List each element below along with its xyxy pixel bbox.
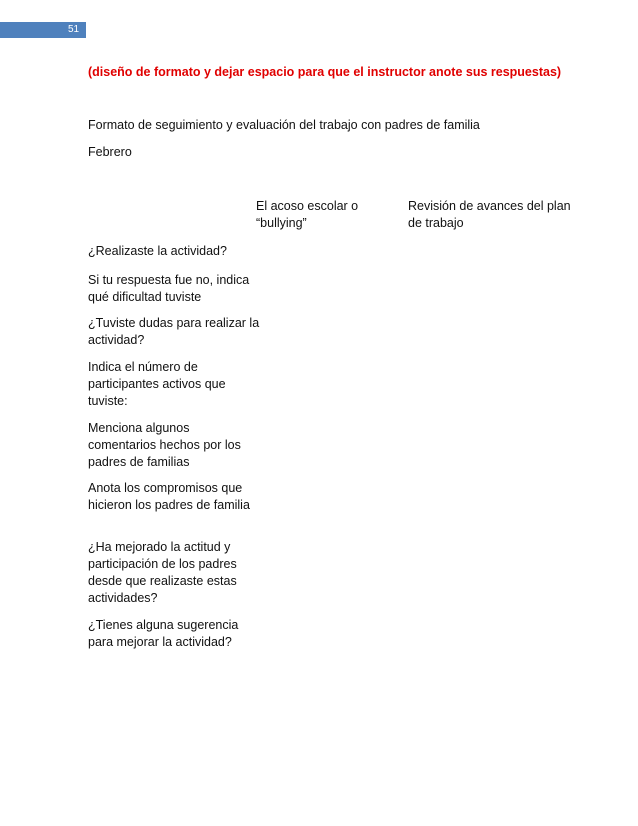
question-row-label: Anota los compromisos que hicieron los padres de familia [88,481,250,512]
form-title: Formato de seguimiento y evaluación del trabajo con padres de familia [88,118,480,132]
question-row-label: Si tu respuesta fue no, indica qué dificultad tuviste [88,273,250,304]
column-header-plan-review: Revisión de avances del plan de trabajo [408,199,571,230]
column-header-bullying: El acoso escolar o “bullying” [256,199,359,230]
question-row-label: ¿Ha mejorado la actitud y participación de los padres desde que realizaste estas actividades? [88,540,237,605]
instruction-note: (diseño de formato y dejar espacio para que el instructor anote sus respuestas) [88,65,562,79]
question-row-label: ¿Tienes alguna sugerencia para mejorar la actividad? [88,618,239,649]
month-label: Febrero [88,145,132,159]
question-row-label: Menciona algunos comentarios hechos por los padres de familias [88,421,241,469]
question-row-label: ¿Realizaste la actividad? [88,244,227,258]
question-row-label: Indica el número de participantes activos que tuviste: [88,360,226,408]
question-row-label: ¿Tuviste dudas para realizar la actividad? [88,316,260,347]
page-number: 51 [68,24,80,35]
